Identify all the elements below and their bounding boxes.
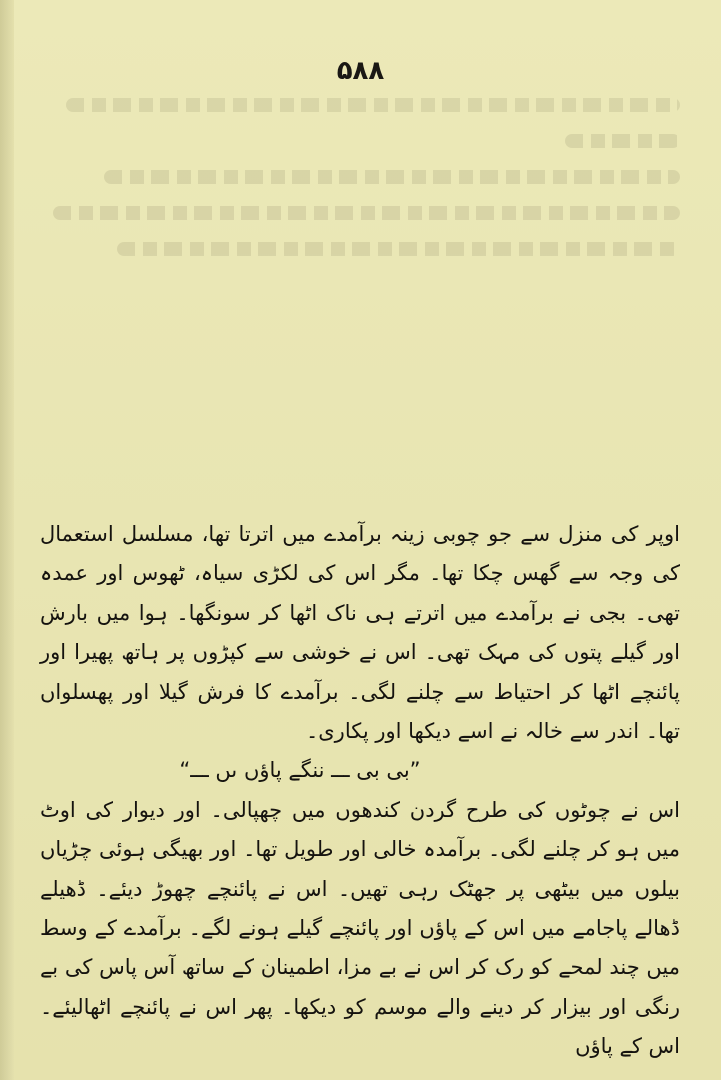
page-number: ۵۸۸ <box>336 56 385 86</box>
book-spine-shadow <box>0 0 14 1080</box>
bleed-through-text <box>40 98 680 318</box>
paragraph: اس نے چوٹوں کی طرح گردن کندھوں میں چھپالی۔ اور دیوار کی اوٹ میں ہو کر چلنے لگی۔ برآمدہ خالی اور طویل تھا۔ اور بھیگی ہوئی چڑیاں بیلوں میں بیٹھی پر جھٹک رہی تھیں۔ اس نے پائنچے چھوڑ دیئے۔ ڈھیلے ڈھالے پاجامے میں اس کے پاؤں اور پائنچے گیلے ہونے لگے۔ برآمدے کے وسط میں چند لمحے کو رک کر اس نے بے مزا، اطمینان کے ساتھ آس پاس کی بے رنگی اور بیزار کر دینے والے موسم کو دیکھا۔ پھر اس نے پائنچے اٹھالیئے۔ اس کے پاؤں <box>40 797 680 1059</box>
dialogue-line: ”بی بی ـــ ننگے پاؤں ںں ـــ“ <box>179 758 421 783</box>
paragraph: اوپر کی منزل سے جو چوبی زینہ برآمدے میں اترتا تھا، مسلسل استعمال کی وجہ سے گھس چکا تھا۔ مگر اس کی لکڑی سیاہ، ٹھوس اور عمدہ تھی۔ بجی نے برآمدے میں اترتے ہی ناک اٹھا کر سونگھا۔ ہوا میں بارش اور گیلے پتوں کی مہک تھی۔ اس نے خوشی سے کپڑوں پر ہاتھ پھیرا اور پائنچے اٹھا کر احتیاط سے چلنے لگی۔ برآمدے کا فرش گیلا اور پھسلواں تھا۔ اندر سے خالہ نے اسے دیکھا اور پکاری۔ <box>40 522 680 744</box>
body-text <box>40 515 680 1067</box>
